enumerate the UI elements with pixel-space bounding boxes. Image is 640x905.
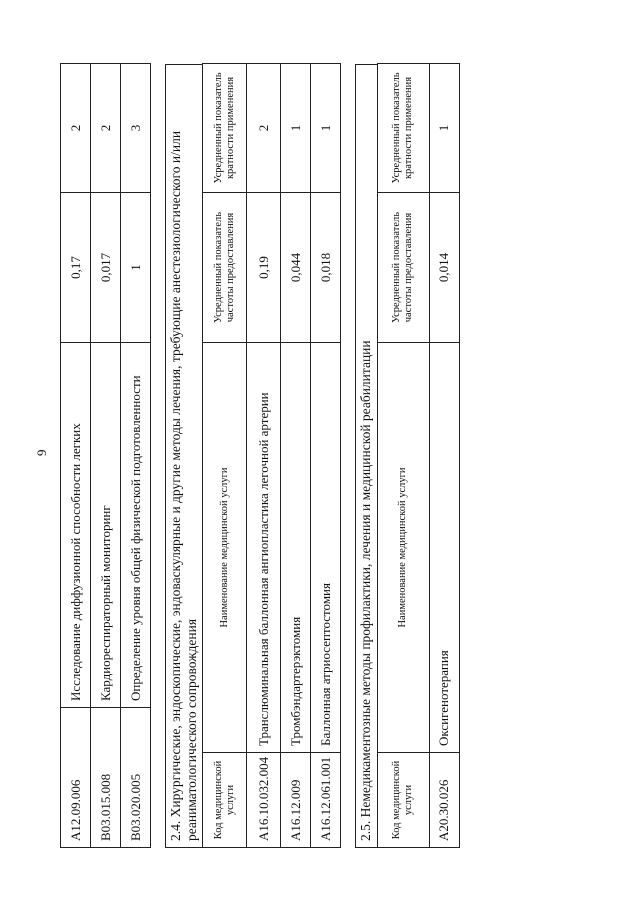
header-name: Наименование медицинской услуги <box>377 343 429 753</box>
table-section-2-5 <box>377 63 460 848</box>
table-row <box>281 64 311 848</box>
service-code: A12.09.006 <box>61 708 91 848</box>
rotated-document <box>60 64 460 848</box>
multiplicity-value: 1 <box>311 64 341 193</box>
table-header-row <box>377 64 429 848</box>
section-title: 2.5. Немедикаментозные методы профилактики, лечения и медицинской реабилитации <box>355 64 376 848</box>
service-name: Определение уровня общей физической подготовленности <box>121 343 151 708</box>
table-row <box>61 64 91 848</box>
section-2-4 <box>165 64 341 848</box>
service-code: A16.10.032.004 <box>247 753 281 848</box>
header-code: Код медицинской услуги <box>377 753 429 848</box>
header-code: Код медицинской услуги <box>203 753 247 848</box>
frequency-value: 0,17 <box>61 193 91 343</box>
frequency-value: 0,044 <box>281 193 311 343</box>
header-multiplicity: Усредненный показатель кратности применения <box>203 64 247 193</box>
table-row <box>91 64 121 848</box>
service-name: Исследование диффузионной способности легких <box>61 343 91 708</box>
frequency-value: 0,017 <box>91 193 121 343</box>
service-name: Тромбэндартерэктомия <box>281 343 311 753</box>
service-name: Баллонная атриосептостомия <box>311 343 341 753</box>
page-number: 9 <box>34 449 49 456</box>
multiplicity-value: 2 <box>91 64 121 193</box>
multiplicity-value: 1 <box>429 64 459 193</box>
frequency-value: 1 <box>121 193 151 343</box>
section-title: 2.4. Хирургические, эндоскопические, эндоваскулярные и другие методы лечения, требующие анестезиологического и/или реаниматологического сопровождения <box>165 64 202 848</box>
frequency-value: 0,19 <box>247 193 281 343</box>
service-name: Транслюминальная баллонная ангиопластика легочной артерии <box>247 343 281 753</box>
header-name: Наименование медицинской услуги <box>203 343 247 753</box>
frequency-value: 0,018 <box>311 193 341 343</box>
header-multiplicity: Усредненный показатель кратности применения <box>377 64 429 193</box>
service-name: Кардиореспираторный мониторинг <box>91 343 121 708</box>
service-code: B03.015.008 <box>91 708 121 848</box>
service-code: A16.12.009 <box>281 753 311 848</box>
table-row <box>429 64 459 848</box>
multiplicity-value: 1 <box>281 64 311 193</box>
table-row <box>311 64 341 848</box>
table-row <box>247 64 281 848</box>
table-section-2-4 <box>202 63 341 848</box>
frequency-value: 0,014 <box>429 193 459 343</box>
table-header-row <box>203 64 247 848</box>
service-name: Оксигенотерапия <box>429 343 459 753</box>
header-frequency: Усредненный показатель частоты предоставления <box>377 193 429 343</box>
service-code: A16.12.061.001 <box>311 753 341 848</box>
multiplicity-value: 3 <box>121 64 151 193</box>
service-code: A20.30.026 <box>429 753 459 848</box>
section-2-5 <box>355 64 459 848</box>
table-continuation <box>60 63 151 848</box>
service-code: B03.020.005 <box>121 708 151 848</box>
multiplicity-value: 2 <box>247 64 281 193</box>
multiplicity-value: 2 <box>61 64 91 193</box>
header-frequency: Усредненный показатель частоты предоставления <box>203 193 247 343</box>
table-row <box>121 64 151 848</box>
